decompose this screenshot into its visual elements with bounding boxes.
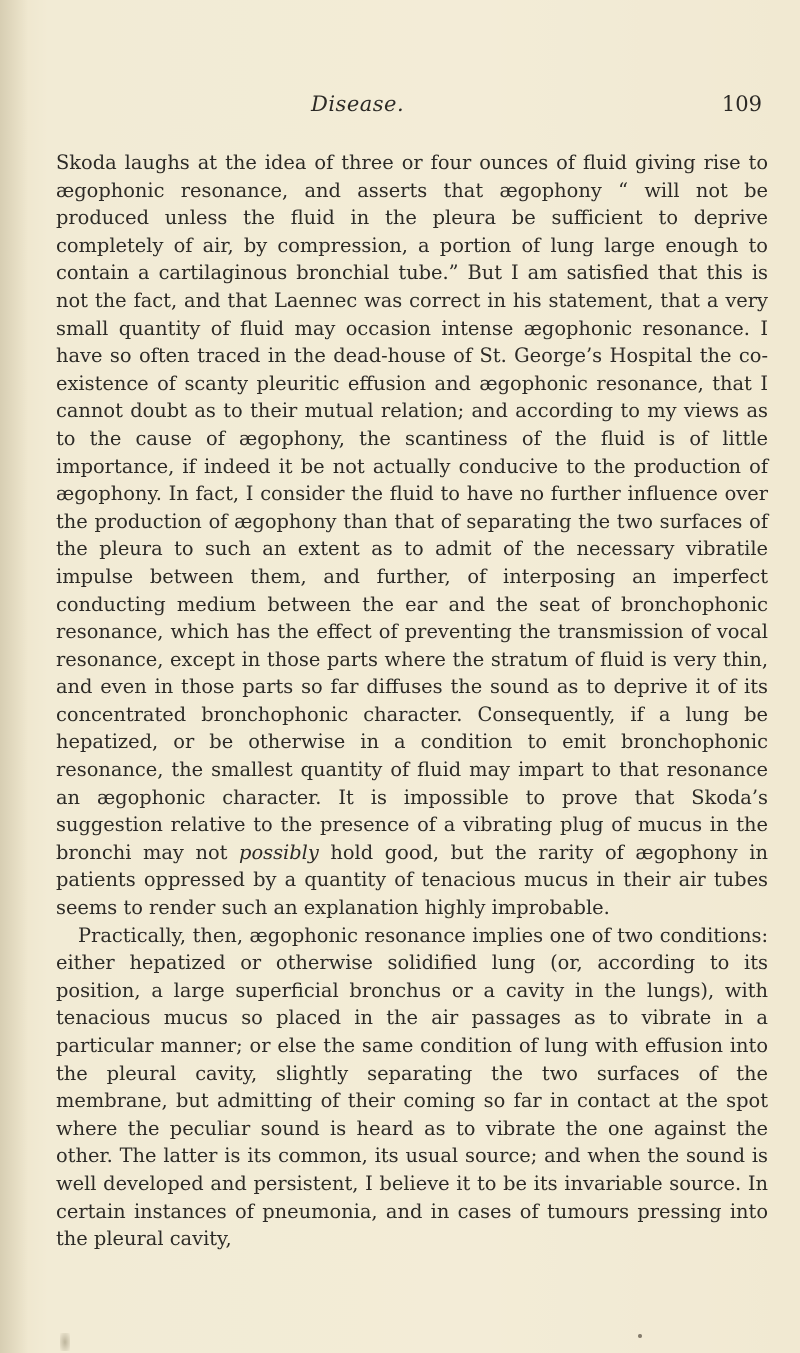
body-text bbox=[56, 149, 768, 1253]
page-number: 109 bbox=[721, 92, 762, 116]
italic-emphasis: possibly bbox=[239, 840, 319, 864]
running-head bbox=[56, 90, 770, 120]
paragraph-1-text-a: Skoda laughs at the idea of three or four ounces of fluid giving rise to ægophonic resonance, and asserts that ægophony “ will not be produced unless the fluid in the pleura be sufficient to deprive completely of air, by compression, a portion of lung large enough to contain a cartilaginous bronchial tube.” But I am satisfied that this is not the fact, and that Laennec was correct in his statement, that a very small quantity of fluid may occasion intense ægophonic resonance. I have so often traced in the dead-house of St. George’s Hospital the co-existence of scanty pleuritic effusion and ægophonic resonance, that I cannot doubt as to their mutual relation; and according to my views as to the cause of ægophony, the scantiness of the fluid is of little importance, if indeed it be not actually conducive to the production of ægophony. In fact, I consider the fluid to have no further influence over the production of ægophony than that of separating the two surfaces of the pleura to such an extent as to admit of the necessary vibratile impulse between them, and further, of interposing an imperfect conducting medium between the ear and the seat of bronchophonic resonance, which has the effect of preventing the transmission of vocal resonance, except in those parts where the stratum of fluid is very thin, and even in those parts so far diffuses the sound as to deprive it of its concentrated bronchophonic character. Consequently, if a lung be hepatized, or be otherwise in a condition to emit bronchophonic resonance, the smallest quantity of fluid may impart to that resonance an ægophonic character. It is impossible to prove that Skoda’s suggestion relative to the presence of a vibrating plug of mucus in the bronchi may not bbox=[56, 151, 768, 864]
paragraph-1 bbox=[56, 149, 768, 922]
paragraph-2 bbox=[56, 922, 768, 1253]
running-title: Disease. bbox=[311, 92, 405, 116]
ink-speck bbox=[638, 1334, 642, 1338]
paragraph-1-text-b: hold good, but the rarity of ægophony in patients oppressed by a quantity of tenacious mucus in their air tubes seems to render such an explanation highly improbable. bbox=[56, 840, 768, 920]
binding-shadow bbox=[0, 0, 28, 1353]
page-stain bbox=[60, 1333, 70, 1351]
paragraph-2-text: Practically, then, ægophonic resonance implies one of two conditions: either hepatized or otherwise solidified lung (or, according to its position, a large superficial bronchus or a cavity in the lungs), with tenacious mucus so placed in the air passages as to vibrate in a particular manner; or else the same condition of lung with effusion into the pleural cavity, slightly separating the two surfaces of the membrane, but admitting of their coming so far in contact at the spot where the peculiar sound is heard as to vibrate the one against the other. The latter is its common, its usual source; and when the sound is well developed and persistent, I believe it to be its invariable source. In certain instances of pneumonia, and in cases of tumours pressing into the pleural cavity, bbox=[56, 923, 768, 1251]
